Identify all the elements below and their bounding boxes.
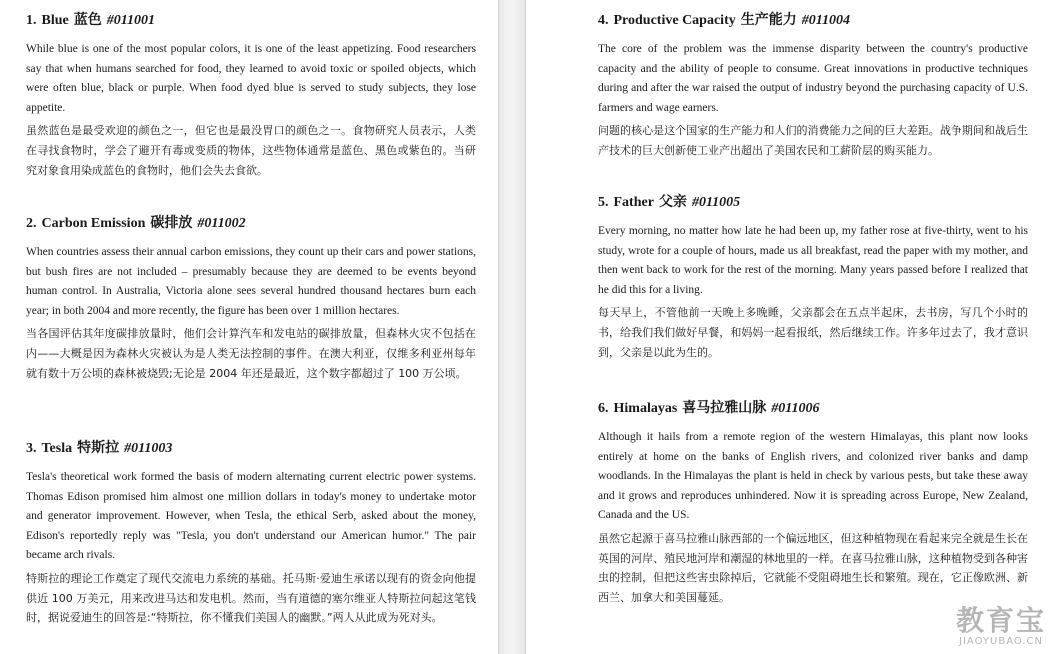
entry-english-text: Every morning, no matter how late he had been up, my father rose at five-thirty, went to his study, wrote for a couple of hours, made us all breakfast, read the paper with my mother, and then went back to work for the rest of the morning. Many years passed before I realized that he did this for a living. (598, 225, 1028, 296)
entry-title: Father (613, 195, 654, 210)
entry-number: 6. (598, 401, 609, 416)
entry-title: Blue (41, 13, 69, 28)
entry-heading (598, 194, 1028, 212)
page-edge-left (498, 0, 499, 654)
entry-chinese-text: 虽然它起源于喜马拉雅山脉西部的一个偏远地区，但这种植物现在看起来完全就是生长在英国的河岸、殖民地河岸和潮湿的林地里的一样。在喜马拉雅山脉，这种植物受到各种害虫的控制，但把这些害虫除掉后，它就能不受阻碍地生长和繁殖。现在，它正像欧洲、新西兰、加拿大和美国蔓延。 (598, 531, 1028, 604)
watermark-sub: JIAOYUBAO.CN (959, 636, 1043, 647)
entry-title-cn: 父亲 (658, 195, 687, 210)
entry-heading (598, 12, 1028, 30)
entry-english-text: Although it hails from a remote region of the western Himalayas, this plant now looks entirely at home on the banks of English rivers, and colonized river banks and damp woodlands. In the Himalayas the plant is held in check by various pests, but take these away and it grows and reproduces unhindered. Now it is spreading across Europe, New Zealand, Canada and the US. (598, 431, 1028, 522)
entry-father (598, 194, 1028, 362)
entry-heading (26, 12, 476, 30)
entry-title: Himalayas (613, 401, 678, 416)
entry-title-cn: 生产能力 (740, 13, 797, 28)
entry-number: 4. (598, 13, 609, 28)
entry-code: #011004 (801, 13, 850, 28)
entry-number: 3. (26, 441, 37, 456)
entry-chinese-text: 特斯拉的理论工作奠定了现代交流电力系统的基础。托马斯·爱迪生承诺以现有的资金向他提供近 100 万美元，用来改进马达和发电机。然而，当有道德的塞尔维亚人特斯拉问起这笔钱时，据说爱迪生的回答是:“特斯拉，你不懂我们美国人的幽默。”两人从此成为死对头。 (26, 571, 476, 625)
entry-tesla (26, 440, 476, 628)
entry-code: #011003 (124, 441, 173, 456)
entry-english-text: When countries assess their annual carbon emissions, they count up their cars and power stations, but bush fires are not included – presumably because they are deemed to be events beyond human control. In Australia, Victoria alone sees several hundred thousand hectares burn each year; in both 2004 and more recently, the figure has been over 1 million hectares. (26, 246, 476, 317)
entry-number: 5. (598, 195, 609, 210)
entry-himalayas (598, 400, 1028, 607)
entry-chinese-text: 虽然蓝色是最受欢迎的颜色之一，但它也是最没胃口的颜色之一。食物研究人员表示，人类在寻找食物时，学会了避开有毒或变质的物体，这些物体通常是蓝色、黑色或紫色的。当研究对象食用染成蓝色的食物时，他们会失去食欲。 (26, 124, 476, 177)
entry-chinese-text: 每天早上，不管他前一天晚上多晚睡，父亲都会在五点半起床，去书房，写几个小时的书，给我们我们做好早餐，和妈妈一起看报纸，然后继续工作。许多年过去了，我才意识到，父亲是以此为生的。 (598, 306, 1028, 359)
entry-code: #011005 (691, 195, 741, 210)
entry-code: #011002 (197, 216, 246, 231)
entry-title-cn: 喜马拉雅山脉 (682, 401, 767, 416)
entry-number: 2. (26, 216, 37, 231)
entry-english-text: While blue is one of the most popular colors, it is one of the least appetizing. Food researchers say that when humans searched for food, they learned to avoid toxic or spoiled objects, which were often blue, black or purple. When food dyed blue is served to study subjects, they lose appetite. (26, 43, 476, 114)
left-page (0, 0, 498, 654)
entry-code: #011001 (106, 13, 155, 28)
entry-english-text: Tesla's theoretical work formed the basis of modern alternating current electric power systems. Thomas Edison promised him almost one million dollars in today's money to undertake motor and generator improvement. However, when Tesla, the ethical Serb, asked about the money, Edison's reportedly reply was "Tesla, you don't understand our American humor." The pair became arch rivals. (26, 471, 476, 562)
entry-chinese-text: 问题的核心是这个国家的生产能力和人们的消费能力之间的巨大差距。战争期间和战后生产技术的巨大创新使工业产出超出了美国农民和工薪阶层的购买能力。 (598, 124, 1028, 157)
page-gutter (498, 0, 526, 654)
entry-productive-capacity (598, 12, 1028, 161)
entry-title: Productive Capacity (613, 13, 736, 28)
entry-title-cn: 特斯拉 (77, 441, 120, 456)
entry-number: 1. (26, 13, 37, 28)
entry-code: #011006 (771, 401, 820, 416)
entry-title: Tesla (41, 441, 73, 456)
entry-title-cn: 碳排放 (150, 216, 193, 231)
entry-heading (598, 400, 1028, 418)
watermark-logo (956, 606, 1046, 648)
entry-english-text: The core of the problem was the immense disparity between the country's productive capacity and the ability of people to consume. Great innovations in productive techniques during and after the war raised the output of industry beyond the purchasing capacity of U.S. farmers and wage earners. (598, 43, 1028, 114)
entry-heading (26, 215, 476, 233)
entry-chinese-text: 当各国评估其年度碳排放量时，他们会计算汽车和发电站的碳排放量，但森林火灾不包括在内——大概是因为森林火灾被认为是人类无法控制的事件。在澳大利亚，仅维多利亚州每年就有数十万公顷的森林被烧毁;无论是 2004 年还是最近，这个数字都超过了 100 万公顷。 (26, 327, 476, 380)
entry-title: Carbon Emission (41, 216, 146, 231)
watermark-main: 教育宝 (955, 604, 1046, 637)
right-page (526, 0, 1054, 654)
entry-carbon-emission (26, 215, 476, 383)
entry-blue (26, 12, 476, 180)
entry-heading (26, 440, 476, 458)
entry-title-cn: 蓝色 (73, 13, 102, 28)
